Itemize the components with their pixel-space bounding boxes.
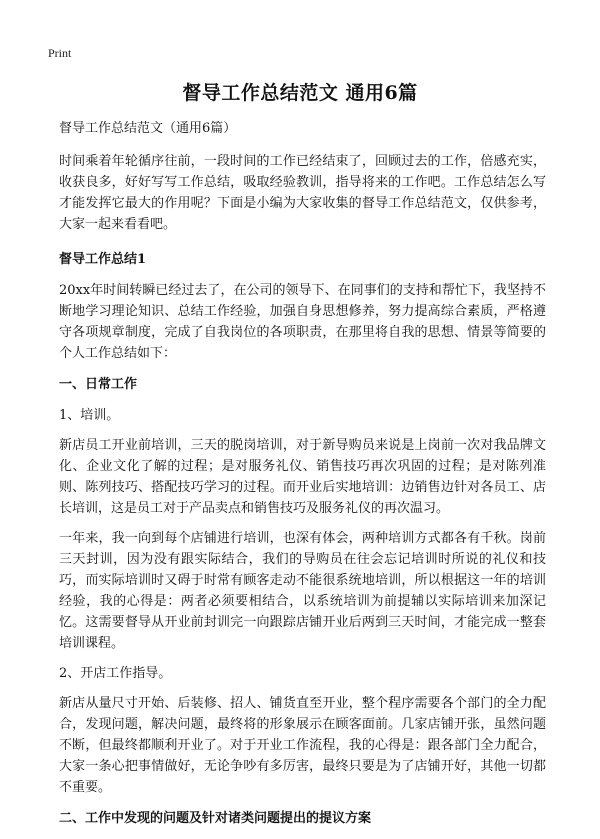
document-subtitle: 督导工作总结范文（通用6篇） — [59, 121, 237, 136]
document-title: 督导工作总结范文 通用6篇 — [182, 82, 418, 104]
training-paragraph-1: 新店员工开业前培训，三天的脱岗培训，对于新导购员来说是上岗前一次对我品牌文化、企业文化了解的过程；是对服务礼仪、销售技巧再次巩固的过程；是对陈列准则、陈列技巧、搭配技巧学习的过程。而开业后实地培训：边销售边针对各员工、店长培训，这是员工对于产品卖点和销售技巧及服务礼仪的再次温习。 — [59, 438, 546, 516]
item-heading-opening-guidance: 2、开店工作指导。 — [59, 666, 172, 681]
part-heading-issues: 二、工作中发现的问题及针对诸类问题提出的提议方案 — [59, 811, 372, 826]
item-heading-training: 1、培训。 — [59, 408, 120, 423]
part-heading-daily-work: 一、日常工作 — [59, 377, 138, 392]
print-label: Print — [48, 46, 72, 60]
section-heading: 督导工作总结1 — [59, 252, 147, 267]
intro-paragraph: 时间乘着年轮循序往前，一段时间的工作已经结束了，回顾过去的工作，倍感充实，收获良多，好好写写工作总结，吸取经验教训，指导将来的工作吧。工作总结怎么写才能发挥它最大的作用呢？下面是小编为大家收集的督导工作总结范文，仅供参考，大家一起来看看吧。 — [59, 154, 546, 232]
section-intro-paragraph: 20xx年时间转瞬已经过去了，在公司的领导下、在同事们的支持和帮忙下，我坚持不断地学习理论知识、总结工作经验，加强自身思想修养，努力提高综合素质，严格遵守各项规章制度，完成了自我岗位的各项职责，在那里将自我的思想、情景等简要的个人工作总结如下： — [59, 283, 546, 361]
training-paragraph-2: 一年来，我一向到每个店铺进行培训，也深有体会，两种培训方式都各有千秋。岗前三天封训，因为没有跟实际结合，我们的导购员在往会忘记培训时所说的礼仪和技巧，而实际培训时又碍于时常有顾客走动不能很系统地培训，所以根据这一年的培训经验，我的心得是：两者必须要相结合，以系统培训为前提辅以实际培训来加深记忆。这需要督导从开业前封训完一向跟踪店铺开业后两到三天时间，才能完成一整套培训课程。 — [59, 531, 546, 651]
opening-guidance-paragraph: 新店从量尺寸开始、后装修、招人、铺货直至开业，整个程序需要各个部门的全力配合，发现问题，解决问题，最终将的形象展示在顾客面前。几家店铺开张，虽然问题不断，但最终都顺利开业了。对于开业工作流程，我的心得是：跟各部门全力配合，大家一条心把事情做好，无论争吵有多厉害，最终只要是为了店铺开好，其他一切都不重要。 — [59, 696, 546, 795]
document-body — [59, 118, 546, 839]
